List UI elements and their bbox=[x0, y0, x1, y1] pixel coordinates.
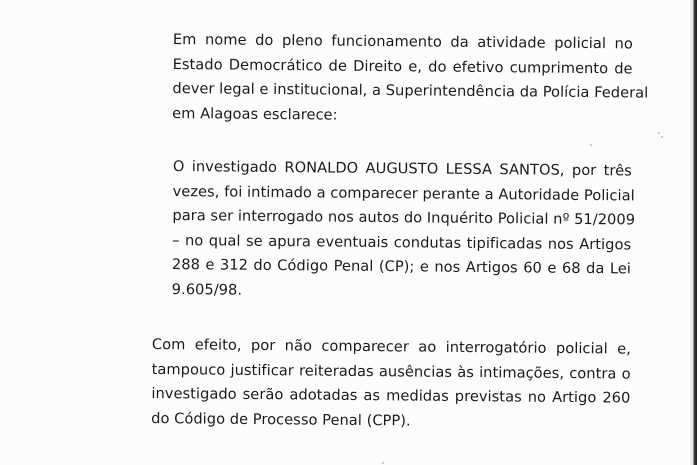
scan-speck bbox=[658, 132, 660, 134]
text-line: vezes, foi intimado a comparecer perante a Autoridade Policial bbox=[172, 182, 635, 205]
text-line: Estado Democrático de Direito e, do efetivo cumprimento de bbox=[172, 55, 633, 78]
scan-speck bbox=[590, 144, 592, 146]
text-line: O investigado RONALDO AUGUSTO LESSA SANTOS, por três bbox=[172, 157, 632, 180]
text-line: tampouco justificar reiteradas ausências às intimações, contra o bbox=[151, 360, 631, 383]
paragraph-investigation bbox=[171, 155, 636, 307]
text-line: em Alagoas esclarece: bbox=[172, 104, 338, 124]
paragraph-intro bbox=[172, 28, 649, 131]
text-line: Em nome do pleno funcionamento da atividade policial no bbox=[172, 30, 633, 53]
text-line: dever legal e institucional, a Superintendência da Polícia Federal bbox=[172, 80, 649, 102]
text-line: investigado serão adotadas as medidas previstas no Artigo 260 bbox=[151, 385, 631, 407]
scan-edge-shadow bbox=[693, 0, 697, 465]
text-line: – no qual se apura eventuais condutas tipificadas nos Artigos bbox=[172, 231, 632, 254]
text-line: Com efeito, por não comparecer ao interrogatório policial e, bbox=[151, 335, 631, 358]
paragraph-consequence bbox=[151, 333, 631, 436]
text-line: para ser interrogado nos autos do Inquérito Policial nº 51/2009 bbox=[172, 207, 636, 229]
scan-speck bbox=[661, 136, 663, 138]
text-line: 288 e 312 do Código Penal (CP); e nos Artigos 60 e 68 da Lei bbox=[171, 256, 632, 278]
text-line: do Código de Processo Penal (CPP). bbox=[151, 409, 411, 430]
scan-speck bbox=[382, 462, 384, 464]
text-line: 9.605/98. bbox=[171, 280, 243, 299]
